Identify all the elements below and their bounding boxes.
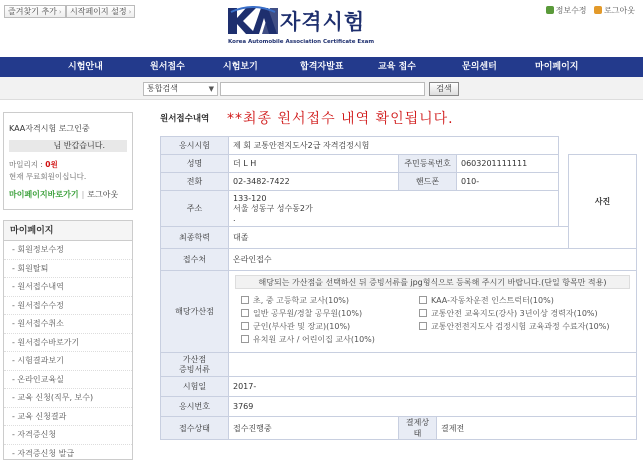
profile-link[interactable] — [546, 6, 587, 15]
bonus-option-military[interactable] — [241, 321, 350, 332]
option-label: 군인(부사관 및 장교)(10%) — [253, 322, 351, 331]
chevron-right-icon: › — [58, 8, 62, 16]
table-row — [161, 417, 637, 440]
search-scope-value: 통합검색 — [147, 84, 178, 93]
rrn-label: 주민등록번호 — [399, 155, 457, 173]
nav-item-education[interactable]: 교육 접수 — [378, 62, 416, 72]
top-bar — [0, 0, 643, 50]
bonus-options-cell — [229, 271, 637, 353]
table-row — [161, 155, 637, 173]
bonus-option-kindergarten[interactable] — [241, 334, 375, 345]
option-label: 초, 중 고등학교 교사(10%) — [253, 296, 350, 305]
date-label: 시험일 — [161, 377, 229, 397]
search-button[interactable]: 검색 — [429, 82, 459, 96]
phone-value: 02-3482-7422 — [229, 173, 399, 191]
sidebar-item-education-apply[interactable]: - 교육 신청(직무, 보수) — [4, 389, 132, 408]
profile-label: 정보수정 — [555, 6, 587, 15]
date-value: 2017- — [229, 377, 637, 397]
checkbox[interactable] — [241, 309, 249, 317]
page-title: **최종 원서접수 내역 확인됩니다. — [227, 111, 454, 127]
login-status-box — [3, 112, 133, 210]
table-row — [161, 353, 637, 377]
status-value: 접수진행중 — [229, 417, 399, 440]
sidebar-item-certificate-issue[interactable]: - 자격증신청 발급 — [4, 445, 132, 460]
favorite-label: 즐겨찾기 추가 — [8, 7, 57, 16]
table-row — [161, 271, 637, 353]
main-nav — [0, 57, 643, 77]
menu-title: 마이페이지 — [4, 221, 132, 241]
user-icon — [546, 6, 554, 14]
bonus-option-instructor[interactable] — [419, 295, 554, 306]
checkbox[interactable] — [419, 309, 427, 317]
application-table — [160, 136, 637, 440]
mileage-value: 0원 — [45, 160, 58, 169]
checkbox[interactable] — [241, 322, 249, 330]
checkbox[interactable] — [241, 296, 249, 304]
bonus-options — [235, 289, 630, 351]
sidebar — [3, 112, 133, 460]
option-label: KAA-자동차운전 인스트럭터(10%) — [431, 296, 554, 305]
receipt-value: 온라인접수 — [229, 249, 637, 271]
checkbox[interactable] — [419, 322, 427, 330]
rrn-value: 0603201111111 — [457, 155, 559, 173]
bonus-option-public-servant[interactable] — [241, 308, 362, 319]
mypage-menu — [3, 220, 133, 460]
number-label: 응시번호 — [161, 397, 229, 417]
table-row — [161, 137, 637, 155]
address-label: 주소 — [161, 191, 229, 227]
sidebar-item-withdraw[interactable]: - 회원탈퇴 — [4, 260, 132, 279]
mobile-value: 010- — [457, 173, 559, 191]
nav-item-application[interactable]: 원서접수 — [150, 62, 185, 72]
address-line: 서울 성동구 성수동2가 — [233, 203, 313, 213]
site-logo[interactable] — [228, 4, 413, 46]
caret-down-icon: ▼ — [208, 85, 214, 93]
table-row — [161, 249, 637, 271]
mileage-label: 마일리지 : — [9, 160, 43, 169]
table-row — [161, 191, 637, 227]
bonus-option-teacher[interactable] — [241, 295, 349, 306]
address-zip: 133-120 — [233, 193, 267, 203]
favorite-button[interactable] — [4, 5, 66, 18]
login-title: KAA자격시험 로그인중 — [9, 124, 90, 133]
search-scope-select[interactable] — [143, 82, 218, 96]
logo-subtitle: Korea Automobile Association Certificate Exam — [228, 39, 375, 45]
table-row — [161, 397, 637, 417]
phone-label: 전화 — [161, 173, 229, 191]
sidebar-item-exam-results[interactable]: - 시험결과보기 — [4, 352, 132, 371]
sidebar-item-online-classroom[interactable]: - 온라인교육실 — [4, 371, 132, 390]
exam-label: 응시시험 — [161, 137, 229, 155]
option-label: 일반 공무원/경찰 공무원(10%) — [253, 309, 363, 318]
bonus-label: 해당가산점 — [161, 271, 229, 353]
welcome-message: 님 반갑습니다. — [9, 140, 127, 152]
sidebar-item-application-edit[interactable]: - 원서접수수정 — [4, 297, 132, 316]
chevron-right-icon: › — [128, 8, 132, 16]
sidebar-item-application-cancel[interactable]: - 원서접수취소 — [4, 315, 132, 334]
receipt-label: 접수처 — [161, 249, 229, 271]
option-label: 유치원 교사 / 어린이집 교사(10%) — [253, 335, 375, 344]
search-input[interactable] — [220, 82, 425, 96]
number-value: 3769 — [229, 397, 637, 417]
table-row — [161, 173, 637, 191]
sidebar-item-edit-profile[interactable]: - 회원정보수정 — [4, 241, 132, 260]
nav-item-support[interactable]: 문의센터 — [462, 62, 497, 72]
name-value: 더 L H — [229, 155, 399, 173]
logo-title: 자격시험 — [280, 10, 366, 34]
sidebar-item-education-result[interactable]: - 교육 신청결과 — [4, 408, 132, 427]
education-value: 대졸 — [229, 227, 637, 249]
option-label: 교통안전전지도사 검정시험 교육과정 수료자(10%) — [431, 322, 610, 331]
mypage-shortcut-link[interactable]: 마이페이지바로가기 — [9, 190, 79, 199]
home-icon — [594, 6, 602, 14]
top-user-links — [541, 5, 635, 16]
mileage-line — [9, 159, 58, 170]
address-value — [229, 191, 559, 227]
section-label: 원서접수내역 — [160, 114, 210, 124]
nav-item-mypage[interactable]: 마이페이지 — [535, 62, 579, 72]
docs-label — [161, 353, 229, 377]
payment-value: 결제전 — [437, 417, 637, 440]
table-row — [161, 377, 637, 397]
sidebar-item-certificate-apply[interactable]: - 자격증신청 — [4, 426, 132, 445]
logout-link[interactable] — [594, 6, 635, 15]
education-label: 최종학력 — [161, 227, 229, 249]
bonus-option-safety-trainer[interactable] — [419, 308, 598, 319]
sidebar-item-application-history[interactable]: - 원서접수내역 — [4, 278, 132, 297]
bonus-option-course-graduate[interactable] — [419, 321, 609, 332]
exam-value: 제 회 교통안전지도사2급 자격검정시험 — [229, 137, 559, 155]
membership-status: 현재 무료회원이십니다. — [9, 172, 87, 181]
sidebar-logout-link[interactable]: 로그아웃 — [87, 190, 119, 199]
status-label: 접수상태 — [161, 417, 229, 440]
kaa-logo-mark — [228, 6, 278, 36]
link-separator: | — [81, 190, 85, 199]
address-extra: . — [233, 213, 236, 223]
nav-item-results[interactable]: 합격자발표 — [300, 62, 344, 72]
option-label: 교통안전 교육지도(강사) 3년이상 경력자(10%) — [431, 309, 598, 318]
mobile-label: 핸드폰 — [399, 173, 457, 191]
photo-box: 사진 — [569, 155, 637, 249]
table-row — [161, 227, 637, 249]
checkbox[interactable] — [419, 296, 427, 304]
nav-item-exam-info[interactable]: 시험안내 — [68, 62, 103, 72]
checkbox[interactable] — [241, 335, 249, 343]
homepage-button[interactable] — [66, 5, 135, 18]
docs-value — [229, 353, 637, 377]
name-label: 성명 — [161, 155, 229, 173]
search-bar — [0, 77, 643, 100]
payment-label: 결제상태 — [399, 417, 437, 440]
sidebar-item-application-shortcut[interactable]: - 원서접수바로가기 — [4, 334, 132, 353]
docs-label-line1: 가산점 — [182, 354, 207, 364]
docs-label-line2: 증빙서류 — [179, 364, 210, 374]
nav-item-take-exam[interactable]: 시험보기 — [223, 62, 258, 72]
bonus-notice: 해당되는 가산점을 선택하신 뒤 증빙서류를 jpg형식으로 등록해 주시기 바랍니다.(단일 항목만 적용) — [235, 275, 630, 289]
logout-label: 로그아웃 — [604, 6, 635, 15]
homepage-label: 시작페이지 설정 — [70, 7, 127, 16]
login-links — [9, 189, 118, 200]
